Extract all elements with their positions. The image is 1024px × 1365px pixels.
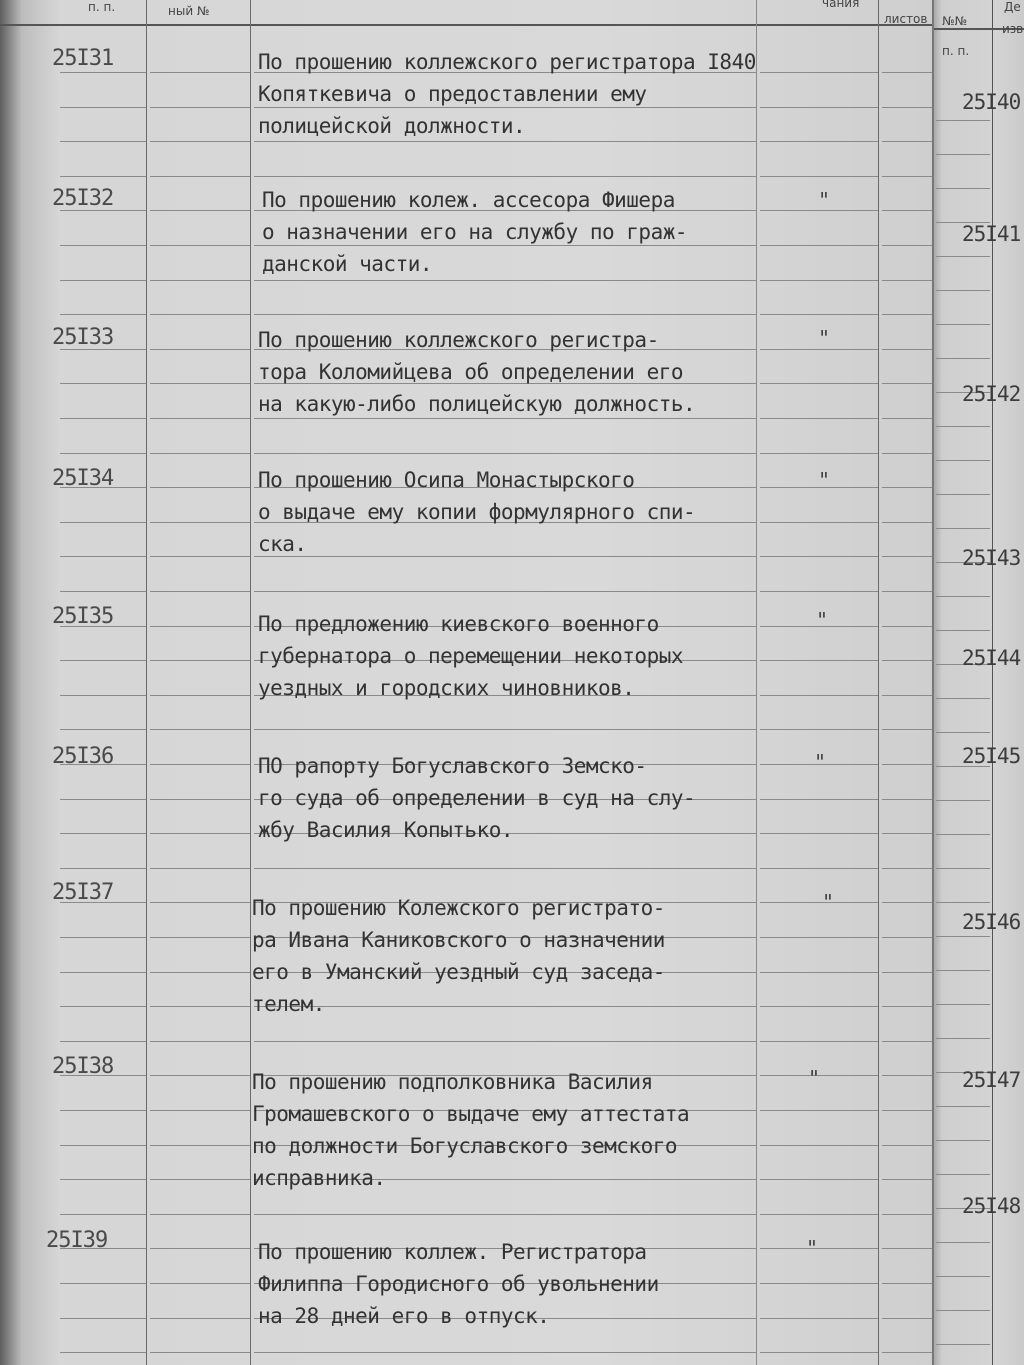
entry-number: 25I32 — [52, 186, 114, 211]
ledger-line — [60, 1110, 146, 1111]
ledger-line — [882, 1352, 932, 1353]
ledger-line — [150, 141, 250, 142]
facing-ledger-line — [936, 834, 990, 835]
facing-entry-number: 25I42 — [962, 382, 1021, 406]
ledger-line — [150, 764, 250, 765]
ledger-line — [60, 1352, 146, 1353]
ledger-line — [150, 487, 250, 488]
facing-entry-number: 25I46 — [962, 910, 1021, 934]
ledger-line — [760, 1145, 878, 1146]
ledger-line — [150, 1214, 250, 1215]
facing-entry-number: 25I45 — [962, 744, 1021, 768]
entry-number: 25I35 — [52, 604, 114, 629]
column-rule-1 — [146, 0, 147, 1365]
ledger-line — [150, 626, 250, 627]
facing-ledger-line — [936, 324, 990, 325]
ledger-line — [150, 1041, 250, 1042]
ledger-line — [60, 107, 146, 108]
facing-ledger-line — [936, 630, 990, 631]
ledger-line — [60, 176, 146, 177]
ledger-line — [882, 972, 932, 973]
facing-ledger-line — [936, 290, 990, 291]
facing-ledger-line — [936, 460, 990, 461]
ledger-line — [60, 972, 146, 973]
ledger-line — [760, 314, 878, 315]
ledger-line — [254, 1352, 756, 1353]
column-rule-4 — [878, 0, 879, 1365]
facing-entry-number: 25I44 — [962, 646, 1021, 670]
ledger-line — [760, 868, 878, 869]
ledger-line — [150, 1006, 250, 1007]
facing-ledger-line — [936, 154, 990, 155]
ledger-line — [254, 280, 756, 281]
ledger-line — [882, 1318, 932, 1319]
facing-ledger-line — [936, 1344, 990, 1345]
ledger-line — [150, 245, 250, 246]
ledger-line — [882, 937, 932, 938]
ledger-line — [882, 556, 932, 557]
facing-ledger-line — [936, 426, 990, 427]
ledger-line — [150, 799, 250, 800]
entry-text: По предложению киевского военного губернатора о перемещении некоторых уездных и городских чиновников. — [258, 612, 684, 700]
ledger-line — [60, 141, 146, 142]
ledger-line — [60, 833, 146, 834]
ledger-line — [254, 314, 756, 315]
facing-ledger-line — [936, 1242, 990, 1243]
entry-text: По прошению Осипа Монастырского о выдаче ему копии формулярного спи- ска. — [258, 468, 696, 556]
ledger-line — [60, 556, 146, 557]
ledger-line — [60, 729, 146, 730]
facing-ledger-line — [936, 596, 990, 597]
ledger-line — [760, 1179, 878, 1180]
facing-ledger-line — [936, 494, 990, 495]
facing-ledger-line — [936, 1106, 990, 1107]
ditto-mark: " — [808, 1066, 821, 1090]
ledger-line — [60, 660, 146, 661]
facing-entry-number: 25I47 — [962, 1068, 1021, 1092]
ledger-line — [150, 1075, 250, 1076]
facing-ledger-line — [936, 868, 990, 869]
facing-ledger-line — [936, 120, 990, 121]
ditto-mark: " — [818, 188, 831, 212]
ledger-line — [882, 1248, 932, 1249]
ledger-line — [760, 453, 878, 454]
ledger-line — [60, 522, 146, 523]
ledger-line — [254, 868, 756, 869]
ledger-line — [882, 141, 932, 142]
ledger-line — [150, 591, 250, 592]
ledger-line — [150, 902, 250, 903]
facing-ledger-line — [936, 1140, 990, 1141]
entry-number: 25I37 — [52, 880, 114, 905]
ledger-line — [760, 280, 878, 281]
ledger-line — [60, 1179, 146, 1180]
facing-ledger-line — [936, 528, 990, 529]
ledger-line — [60, 1041, 146, 1042]
ditto-mark: " — [806, 1236, 819, 1260]
ledger-line — [60, 72, 146, 73]
ledger-line — [882, 107, 932, 108]
facing-ledger-line — [936, 1276, 990, 1277]
ledger-line — [150, 972, 250, 973]
ledger-line — [882, 591, 932, 592]
ledger-line — [60, 418, 146, 419]
ledger-line — [60, 799, 146, 800]
ledger-line — [760, 176, 878, 177]
ledger-line — [150, 1283, 250, 1284]
entry-number: 25I38 — [52, 1054, 114, 1079]
ledger-line — [150, 176, 250, 177]
ledger-line — [150, 1318, 250, 1319]
ledger-line — [882, 764, 932, 765]
ledger-line — [760, 1110, 878, 1111]
ledger-line — [150, 729, 250, 730]
ledger-line — [254, 591, 756, 592]
facing-page — [932, 0, 1024, 1365]
header-col-num: п. п. — [88, 0, 116, 14]
ledger-line — [150, 383, 250, 384]
ledger-line — [760, 1352, 878, 1353]
ledger-line — [60, 1214, 146, 1215]
ledger-line — [882, 418, 932, 419]
ledger-line — [760, 972, 878, 973]
facing-ledger-line — [936, 358, 990, 359]
ledger-line — [150, 1248, 250, 1249]
ledger-line — [150, 72, 250, 73]
ledger-line — [882, 1041, 932, 1042]
facing-ledger-line — [936, 256, 990, 257]
facing-ledger-line — [936, 970, 990, 971]
ledger-line — [254, 1041, 756, 1042]
facing-ledger-line — [936, 188, 990, 189]
facing-header-desc2: изв — [1002, 22, 1024, 36]
facing-ledger-line — [936, 1038, 990, 1039]
ledger-line — [760, 902, 878, 903]
facing-ledger-line — [936, 732, 990, 733]
entry-text: ПО рапорту Богуславского Земско- го суда об определении в суд на слу- жбу Василия Копытько. — [258, 754, 696, 842]
facing-entry-number: 25I40 — [962, 90, 1021, 114]
ledger-line — [60, 868, 146, 869]
ledger-line — [150, 833, 250, 834]
ledger-line — [882, 660, 932, 661]
entry-text: По прошению Колежского регистрато- ра Ивана Каниковского о назначении его в Уманский уездный суд заседа- телем. — [252, 896, 665, 1016]
ledger-line — [760, 1041, 878, 1042]
entry-number: 25I31 — [52, 46, 114, 71]
ledger-line — [150, 1110, 250, 1111]
ledger-line — [882, 626, 932, 627]
ledger-line — [882, 1075, 932, 1076]
ledger-line — [254, 453, 756, 454]
ledger-line — [882, 1283, 932, 1284]
ledger-line — [882, 1110, 932, 1111]
facing-header-num2: п. п. — [942, 44, 970, 58]
ledger-line — [150, 556, 250, 557]
ledger-line — [60, 1318, 146, 1319]
ledger-line — [882, 1214, 932, 1215]
ditto-mark: " — [816, 608, 829, 632]
entry-text: По прошению коллежского регистратора I840 Копяткевича о предоставлении ему полицейской должности. — [258, 50, 756, 138]
ledger-line — [882, 1145, 932, 1146]
ledger-line — [150, 280, 250, 281]
header-col-sheets: листов — [884, 12, 928, 26]
facing-ledger-line — [936, 902, 990, 903]
header-col-inv: ный № — [168, 4, 210, 18]
ledger-line — [882, 487, 932, 488]
ledger-line — [882, 1179, 932, 1180]
ledger-line — [150, 418, 250, 419]
ledger-line — [760, 937, 878, 938]
ledger-line — [60, 1283, 146, 1284]
entry-text: По прошению подполковника Василия Громашевского о выдаче ему аттестата по должности Богуславского земского исправника. — [252, 1070, 690, 1190]
ledger-line — [60, 937, 146, 938]
ledger-line — [150, 660, 250, 661]
ledger-line — [760, 591, 878, 592]
facing-entry-number: 25I41 — [962, 222, 1021, 246]
ledger-line — [60, 280, 146, 281]
ledger-line — [882, 245, 932, 246]
entry-number: 25I33 — [52, 325, 114, 350]
header-col-note: чания — [822, 0, 860, 10]
ledger-line — [760, 1006, 878, 1007]
ledger-line — [60, 1145, 146, 1146]
ledger-line — [882, 349, 932, 350]
facing-column-rule — [992, 0, 993, 1365]
ledger-line — [150, 1179, 250, 1180]
ledger-line — [150, 937, 250, 938]
ledger-line — [150, 314, 250, 315]
column-rule-2 — [250, 0, 251, 1365]
ditto-mark: " — [818, 326, 831, 350]
ledger-line — [882, 799, 932, 800]
ledger-line — [150, 210, 250, 211]
ledger-line — [760, 729, 878, 730]
facing-ledger-line — [936, 1310, 990, 1311]
ledger-line — [150, 349, 250, 350]
header-bottom-rule — [0, 24, 932, 26]
facing-ledger-line — [936, 1174, 990, 1175]
ledger-line — [254, 729, 756, 730]
entry-number: 25I34 — [52, 466, 114, 491]
ledger-line — [882, 453, 932, 454]
ledger-line — [882, 72, 932, 73]
ledger-line — [882, 868, 932, 869]
entry-text: По прошению коллежского регистра- тора Коломийцева об определении его на какую-либо полицейскую должность. — [258, 328, 696, 416]
ledger-line — [60, 245, 146, 246]
ledger-line — [882, 902, 932, 903]
ledger-line — [60, 1006, 146, 1007]
ledger-line — [882, 383, 932, 384]
facing-ledger-line — [936, 936, 990, 937]
ledger-line — [760, 1214, 878, 1215]
ledger-line — [60, 695, 146, 696]
facing-ledger-line — [936, 1004, 990, 1005]
ditto-mark: " — [814, 750, 827, 774]
facing-header-num: №№ — [942, 14, 967, 28]
facing-header-desc: Де — [1004, 0, 1021, 14]
facing-entry-number: 25I43 — [962, 546, 1021, 570]
ledger-line — [150, 868, 250, 869]
ledger-line — [150, 695, 250, 696]
ledger-line — [60, 383, 146, 384]
ledger-line — [150, 522, 250, 523]
entry-text: По прошению коллеж. Регистратора Филиппа Городисного об увольнении на 28 дней его в отпуск. — [258, 1240, 659, 1328]
ledger-line — [150, 1352, 250, 1353]
facing-ledger-line — [936, 698, 990, 699]
ledger-line — [254, 1214, 756, 1215]
ditto-mark: " — [818, 468, 831, 492]
ledger-line — [60, 591, 146, 592]
ledger-line — [882, 833, 932, 834]
ledger-line — [882, 695, 932, 696]
entry-number: 25I36 — [52, 744, 114, 769]
ledger-line — [60, 453, 146, 454]
ledger-line — [882, 729, 932, 730]
ledger-line — [882, 522, 932, 523]
entry-number: 25I39 — [46, 1228, 108, 1253]
ledger-line — [882, 210, 932, 211]
facing-ledger-line — [936, 800, 990, 801]
ledger-line — [150, 453, 250, 454]
entry-text: По прошению колеж. ассесора Фишера о назначении его на службу по граж- данской части. — [262, 188, 688, 276]
ledger-line — [150, 1145, 250, 1146]
ledger-line — [882, 280, 932, 281]
ledger-line — [882, 314, 932, 315]
ledger-line — [60, 314, 146, 315]
ditto-mark: " — [822, 890, 835, 914]
facing-entry-number: 25I48 — [962, 1194, 1021, 1218]
ledger-line — [882, 1006, 932, 1007]
ledger-line — [150, 107, 250, 108]
ledger-line — [254, 176, 756, 177]
ledger-line — [882, 176, 932, 177]
